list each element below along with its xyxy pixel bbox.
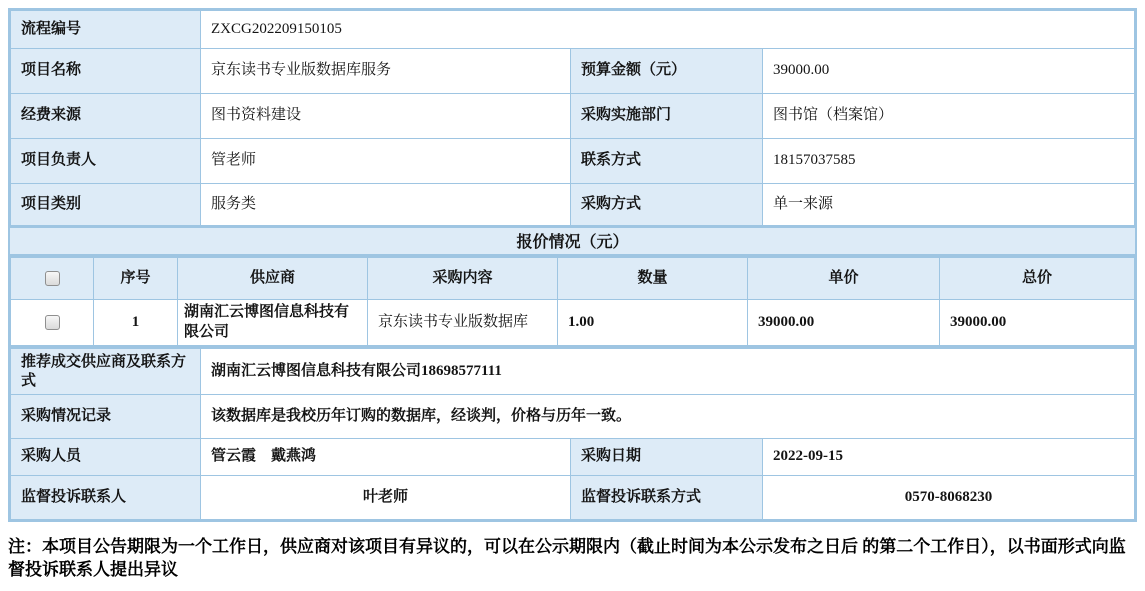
column-header-qty: 数量 [558,258,748,300]
table-row [11,94,1135,139]
row-total-price: 39000.00 [940,300,1135,346]
table-row [11,348,1135,395]
process-number-value: ZXCG202209150105 [201,11,1135,49]
result-info-table [10,346,1135,520]
row-seq: 1 [94,300,178,346]
implementing-dept-value: 图书馆（档案馆） [763,94,1135,139]
column-header-total-price: 总价 [940,258,1135,300]
project-info-table [10,10,1135,226]
funding-source-label: 经费来源 [11,94,201,139]
row-checkbox-cell [11,300,94,346]
select-all-checkbox[interactable] [45,271,60,286]
table-row [11,184,1135,226]
process-number-label: 流程编号 [11,11,201,49]
procurement-record-label: 采购情况记录 [11,395,201,439]
quote-section-title: 报价情况（元） [10,226,1135,257]
column-header-seq: 序号 [94,258,178,300]
column-header-unit-price: 单价 [748,258,940,300]
project-leader-label: 项目负责人 [11,139,201,184]
column-header-content: 采购内容 [368,258,558,300]
recommended-supplier-label: 推荐成交供应商及联系方式 [11,348,201,395]
row-unit-price: 39000.00 [748,300,940,346]
procurement-announcement-table [8,8,1137,522]
row-qty: 1.00 [558,300,748,346]
project-category-label: 项目类别 [11,184,201,226]
row-content: 京东读书专业版数据库 [368,300,558,346]
recommended-supplier-value: 湖南汇云博图信息科技有限公司18698577111 [201,348,1135,395]
purchase-date-value: 2022-09-15 [763,439,1135,476]
quote-table [10,257,1135,346]
funding-source-value: 图书资料建设 [201,94,571,139]
select-all-cell [11,258,94,300]
row-checkbox[interactable] [45,315,60,330]
buyer-label: 采购人员 [11,439,201,476]
implementing-dept-label: 采购实施部门 [571,94,763,139]
announcement-note: 注：本项目公告期限为一个工作日，供应商对该项目有异议的，可以在公示期限内（截止时间为本公示发布之日后 的第二个工作日），以书面形式向监督投诉联系人提出异议 [8,537,1126,579]
procurement-record-value: 该数据库是我校历年订购的数据库，经谈判，价格与历年一致。 [201,395,1135,439]
budget-value: 39000.00 [763,49,1135,94]
contact-value: 18157037585 [763,139,1135,184]
supervisor-contact-value: 0570-8068230 [763,476,1135,520]
project-leader-value: 管老师 [201,139,571,184]
table-row [11,139,1135,184]
supervisor-contact-label: 监督投诉联系方式 [571,476,763,520]
table-row [11,49,1135,94]
quote-table-row [11,300,1135,346]
table-row [11,11,1135,49]
table-row [11,476,1135,520]
buyer-value: 管云霞 戴燕鸿 [201,439,571,476]
contact-label: 联系方式 [571,139,763,184]
project-name-label: 项目名称 [11,49,201,94]
procurement-method-value: 单一来源 [763,184,1135,226]
supervisor-label: 监督投诉联系人 [11,476,201,520]
supervisor-value: 叶老师 [201,476,571,520]
row-supplier: 湖南汇云博图信息科技有限公司 [178,300,368,346]
purchase-date-label: 采购日期 [571,439,763,476]
procurement-method-label: 采购方式 [571,184,763,226]
quote-table-header-row [11,258,1135,300]
project-category-value: 服务类 [201,184,571,226]
column-header-supplier: 供应商 [178,258,368,300]
table-row [11,395,1135,439]
budget-label: 预算金额（元） [571,49,763,94]
table-row [11,439,1135,476]
project-name-value: 京东读书专业版数据库服务 [201,49,571,94]
